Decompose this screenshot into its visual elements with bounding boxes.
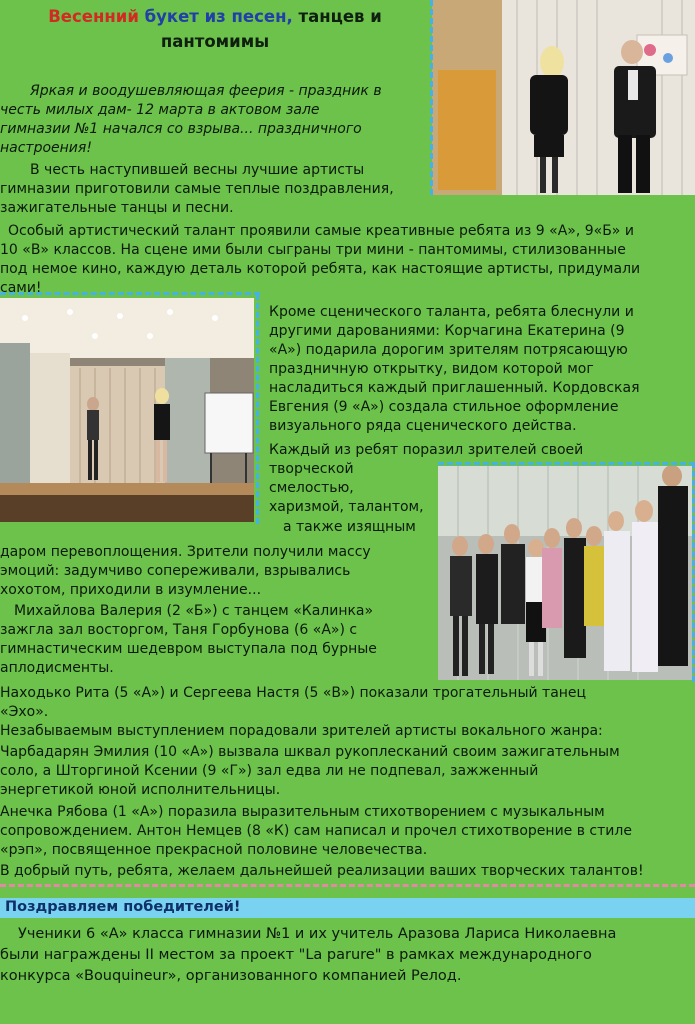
para2-line: под немое кино, каждую деталь которой ребята, как настоящие артисты, придумали	[0, 261, 641, 277]
performers-line: Анечка Рябова (1 «А») поразила выразительным стихотворением с музыкальным	[0, 804, 605, 820]
performers-line: сопровождением. Антон Немцев (8 «К) сам написал и прочел стихотворение в стиле	[0, 823, 632, 839]
para1-line: зажигательные танцы и песни.	[0, 200, 234, 216]
article-title	[0, 4, 430, 54]
talent-line: другими дарованиями: Корчагина Екатерина (9	[269, 323, 625, 339]
talent-line: творческой	[269, 461, 354, 477]
section-divider	[0, 884, 695, 887]
talent-line: смелостью,	[269, 480, 354, 496]
para1-line: В честь наступившей весны лучшие артисты	[30, 162, 365, 178]
performers-line: Чарбадарян Эмилия (10 «А») вызвала шквал рукоплесканий своим зажигательным	[0, 744, 620, 760]
talent-line: Каждый из ребят поразил зрителей своей	[269, 442, 584, 458]
photo-participants-group	[438, 466, 692, 680]
talent-line: визуального ряда сценического действа.	[269, 418, 577, 434]
photo-frame-accent	[430, 0, 433, 195]
audience-line: даром перевоплощения. Зрители получили массу	[0, 544, 371, 560]
talent-line: «А») подарила дорогим зрителям потрясающую	[269, 342, 628, 358]
title-line-2: пантомимы	[160, 32, 270, 51]
talent-line: Евгения (9 «А») создала стильное оформление	[269, 399, 619, 415]
photo-performers-stage	[432, 0, 695, 195]
audience-line: хохотом, приходили в изумление...	[0, 582, 262, 598]
congrats-line: конкурса «Bouquineur», организованного компанией Релод.	[0, 968, 462, 984]
talent-line: насладиться каждый приглашенный. Кордовская	[269, 380, 640, 396]
congrats-heading: Поздравляем победителей!	[5, 899, 241, 915]
performers-line: «Эхо».	[0, 704, 49, 720]
talent-line: Кроме сценического таланта, ребята блеснули и	[269, 304, 634, 320]
para2-line: 10 «В» классов. На сцене ими были сыграны три мини - пантомимы, стилизованные	[0, 242, 626, 258]
intro-line: гимназии №1 начался со взрыва... праздничного	[0, 121, 362, 137]
title-word-bouquet: букет из песен,	[144, 7, 293, 26]
performers-line: Находько Рита (5 «А») и Сергеева Настя (5 «В») показали трогательный танец	[0, 685, 587, 701]
performers-line: В добрый путь, ребята, желаем дальнейшей реализации ваших творческих талантов!	[0, 863, 644, 879]
title-word-spring: Весенний	[48, 7, 139, 26]
audience-line: гимнастическим шедевром выступала под бурные	[0, 641, 377, 657]
photo-frame-accent	[256, 294, 259, 524]
intro-line: Яркая и воодушевляющая феерия - праздник в	[30, 83, 382, 99]
congrats-banner	[0, 898, 695, 920]
congrats-line: Ученики 6 «А» класса гимназии №1 и их учитель Аразова Лариса Николаевна	[18, 926, 617, 942]
performers-line: Незабываемым выступлением порадовали зрителей артисты вокального жанра:	[0, 723, 603, 739]
performers-line: энергетикой юной исполнительницы.	[0, 782, 281, 798]
intro-line: честь милых дам- 12 марта в актовом зале	[0, 102, 320, 118]
photo-frame-accent	[438, 462, 695, 465]
audience-line: эмоций: задумчиво сопереживали, взрывались	[0, 563, 351, 579]
talent-line: а также изящным	[283, 519, 416, 535]
section-divider	[0, 292, 260, 295]
audience-line: аплодисменты.	[0, 660, 114, 676]
performers-line: соло, а Шторгиной Ксении (9 «Г») зал едва ли не подпевал, зажженный	[0, 763, 539, 779]
para1-line: гимназии приготовили самые теплые поздравления,	[0, 181, 394, 197]
congrats-line: были награждены II местом за проект "La parure" в рамках международного	[0, 947, 592, 963]
para2-line: Особый артистический талант проявили самые креативные ребята из 9 «А», 9«Б» и	[8, 223, 634, 239]
talent-line: харизмой, талантом,	[269, 499, 424, 515]
audience-line: Михайлова Валерия (2 «Б») с танцем «Калинка»	[14, 603, 374, 619]
photo-assembly-hall	[0, 298, 254, 522]
talent-line: праздничную открытку, видом которой мог	[269, 361, 594, 377]
para2-line: сами!	[0, 280, 42, 296]
title-word-dances: танцев и	[298, 7, 382, 26]
audience-line: зажгла зал восторгом, Таня Горбунова (6 «А») с	[0, 622, 358, 638]
intro-line: настроения!	[0, 140, 92, 156]
performers-line: «рэп», посвященное прекрасной половине человечества.	[0, 842, 428, 858]
